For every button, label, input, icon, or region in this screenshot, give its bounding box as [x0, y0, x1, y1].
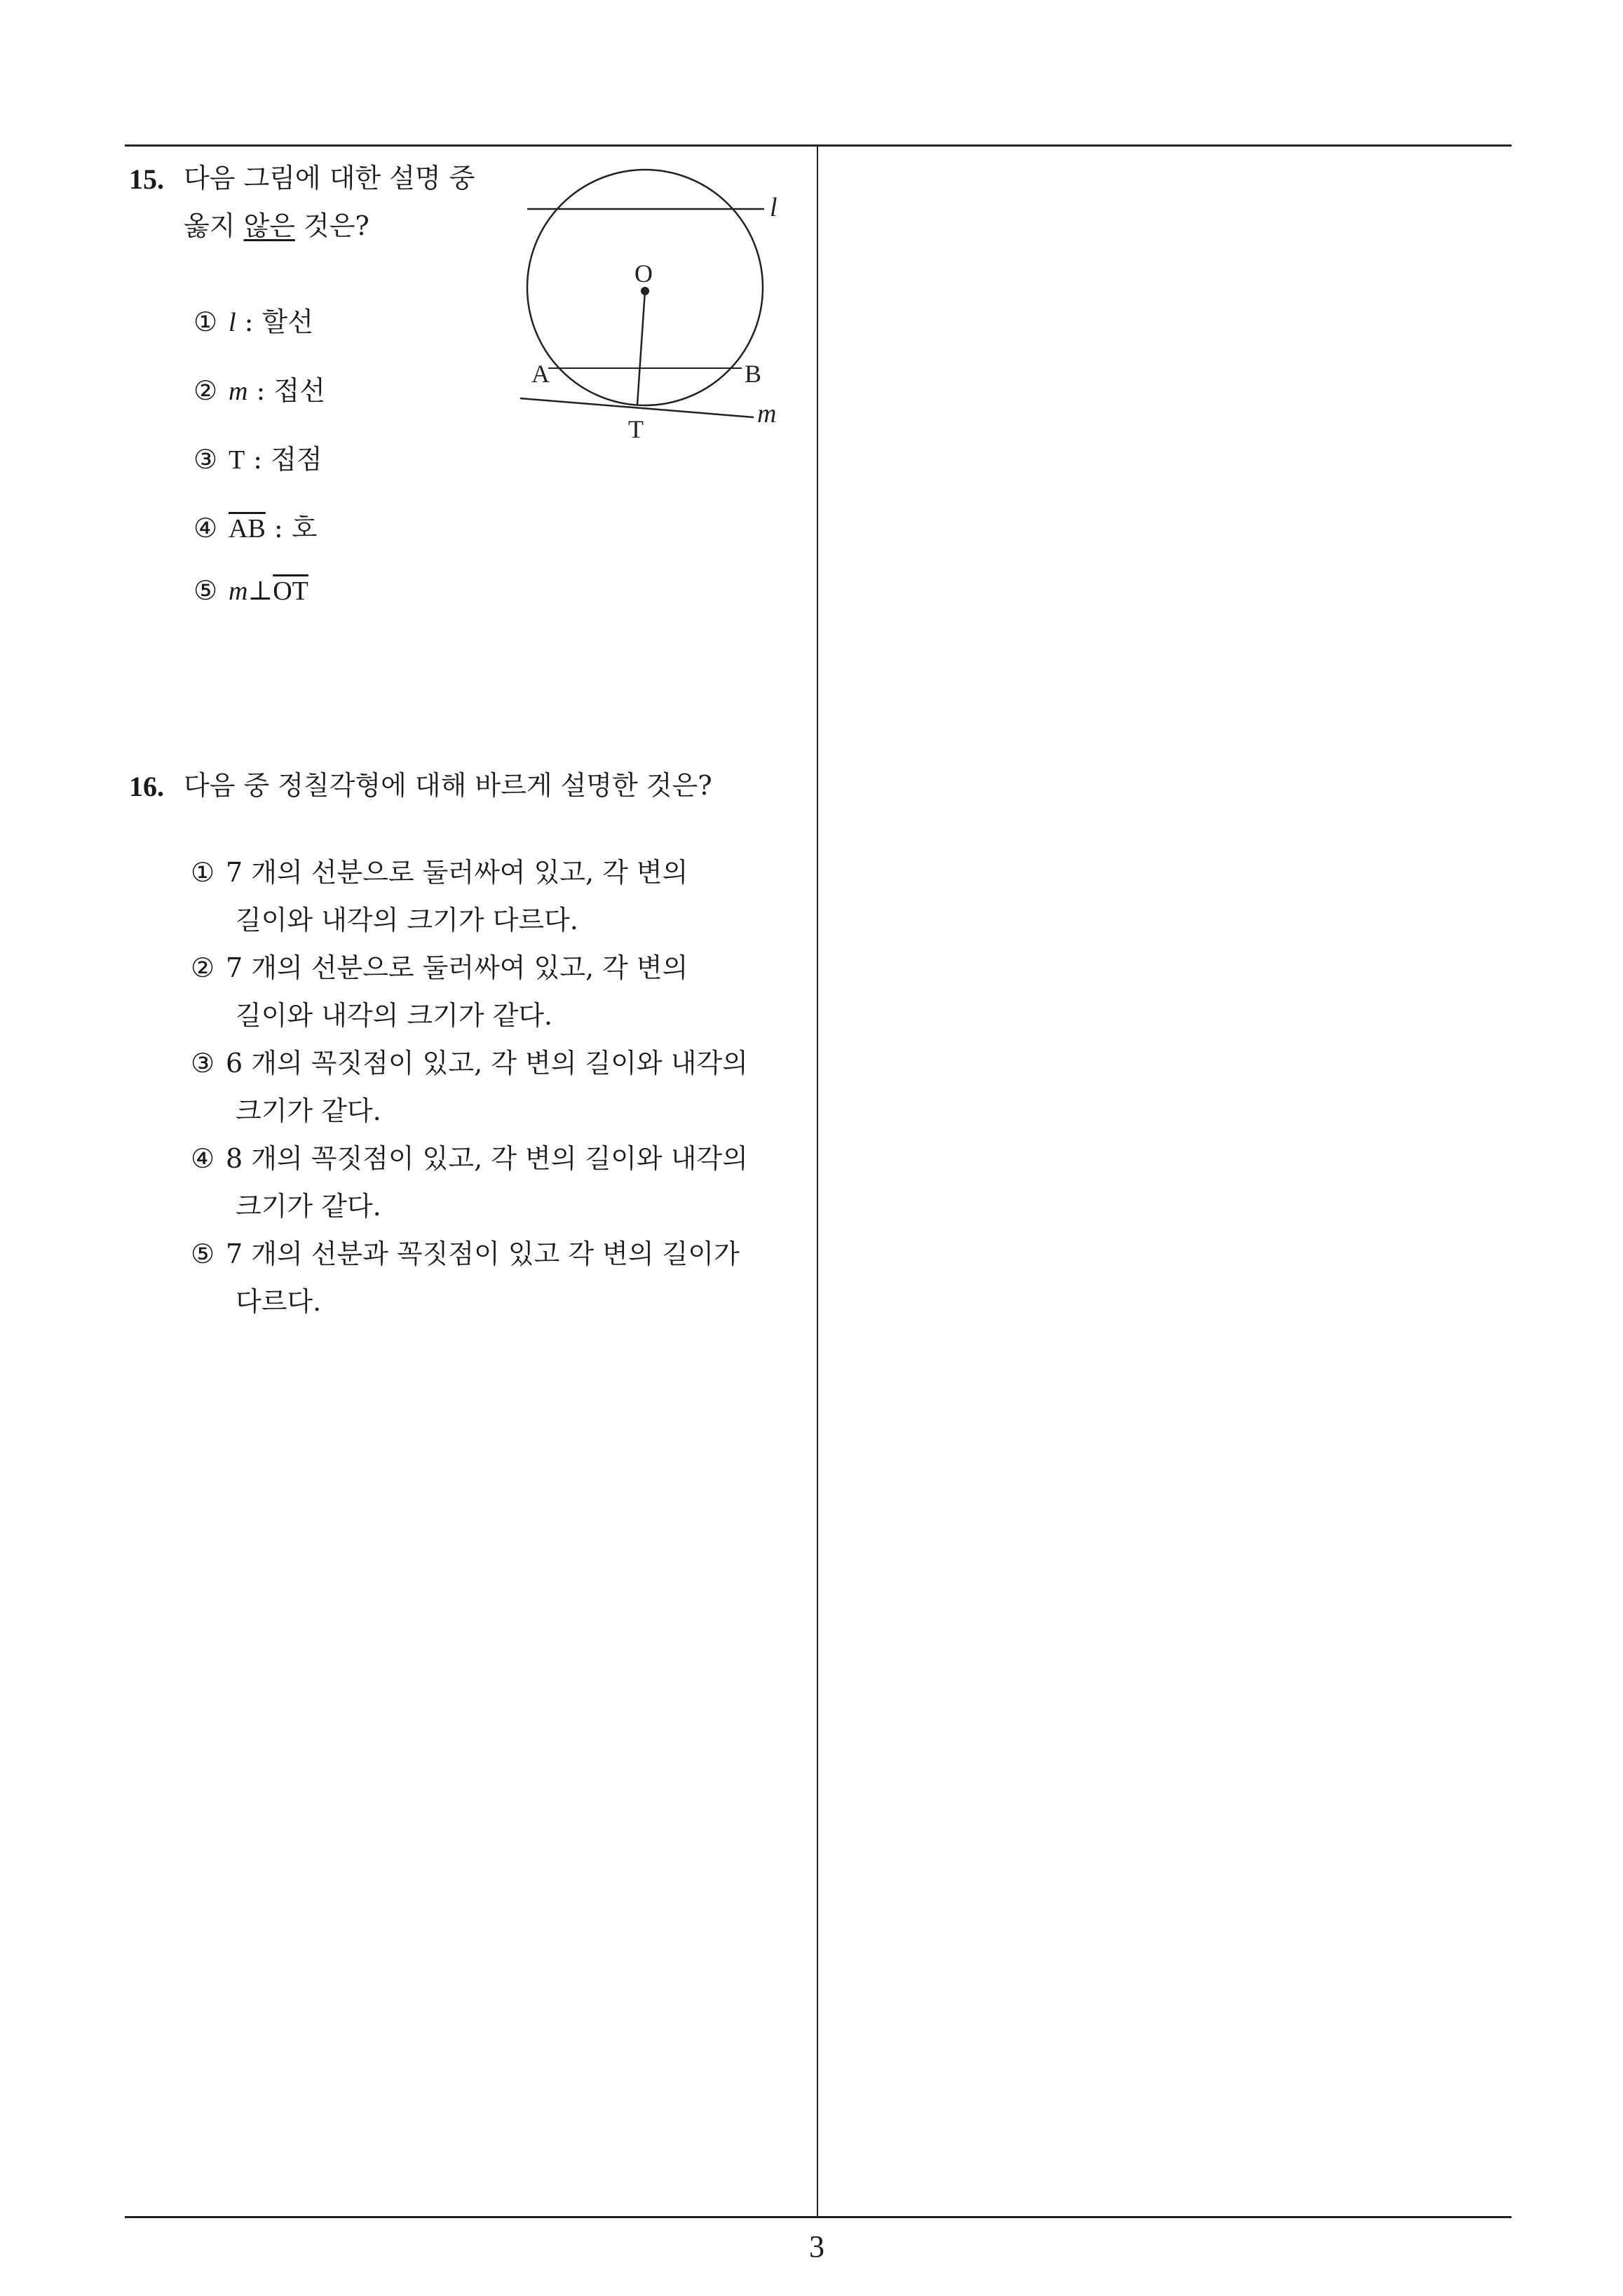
bottom-rule	[125, 2216, 1512, 2218]
q15-choice-1[interactable]: ① l : 할선	[193, 306, 313, 337]
q15-number: 15.	[129, 163, 164, 195]
q16-choice-1[interactable]: ① 7 개의 선분으로 둘러싸여 있고, 각 변의 길이와 내각의 크기가 다르다.	[191, 857, 688, 936]
q15-prompt-line2: 옳지 않은 것은?	[184, 210, 369, 241]
label-a: A	[531, 360, 550, 388]
center-point-o	[641, 287, 649, 295]
radius-ot	[637, 291, 645, 405]
q16-choice-3[interactable]: ③ 6 개의 꼭짓점이 있고, 각 변의 길이와 내각의 크기가 같다.	[191, 1048, 748, 1126]
label-l: l	[770, 193, 777, 222]
q16-choice-5[interactable]: ⑤ 7 개의 선분과 꼭짓점이 있고 각 변의 길이가 다르다.	[191, 1238, 740, 1317]
q16-choice-4[interactable]: ④ 8 개의 꼭짓점이 있고, 각 변의 길이와 내각의 크기가 같다.	[191, 1143, 748, 1222]
page-number: 3	[809, 2229, 824, 2264]
q15-choice-4[interactable]: ④ $\overline{AB}$ : 호	[193, 513, 318, 543]
label-b: B	[745, 360, 762, 388]
q15-prompt-line1: 다음 그림에 대한 설명 중	[184, 163, 475, 194]
q15-choice-2[interactable]: ② m : 접선	[193, 375, 325, 406]
q15-circle-figure	[519, 161, 799, 449]
label-t: T	[628, 415, 644, 443]
q16-choice-2[interactable]: ② 7 개의 선분으로 둘러싸여 있고, 각 변의 길이와 내각의 크기가 같다.	[191, 952, 688, 1031]
q16-number: 16.	[129, 771, 164, 802]
q16-prompt: 다음 중 정칠각형에 대해 바르게 설명한 것은?	[184, 770, 712, 801]
column-divider	[817, 146, 818, 2217]
label-m: m	[757, 399, 777, 428]
top-rule	[125, 144, 1512, 147]
label-o: O	[634, 259, 653, 288]
q15-choice-5[interactable]: ⑤ $m\perp\overline{OT}$	[193, 575, 308, 606]
q15-choice-3[interactable]: ③ T : 접점	[193, 444, 322, 475]
q15-emphasis: 않은	[243, 210, 295, 241]
